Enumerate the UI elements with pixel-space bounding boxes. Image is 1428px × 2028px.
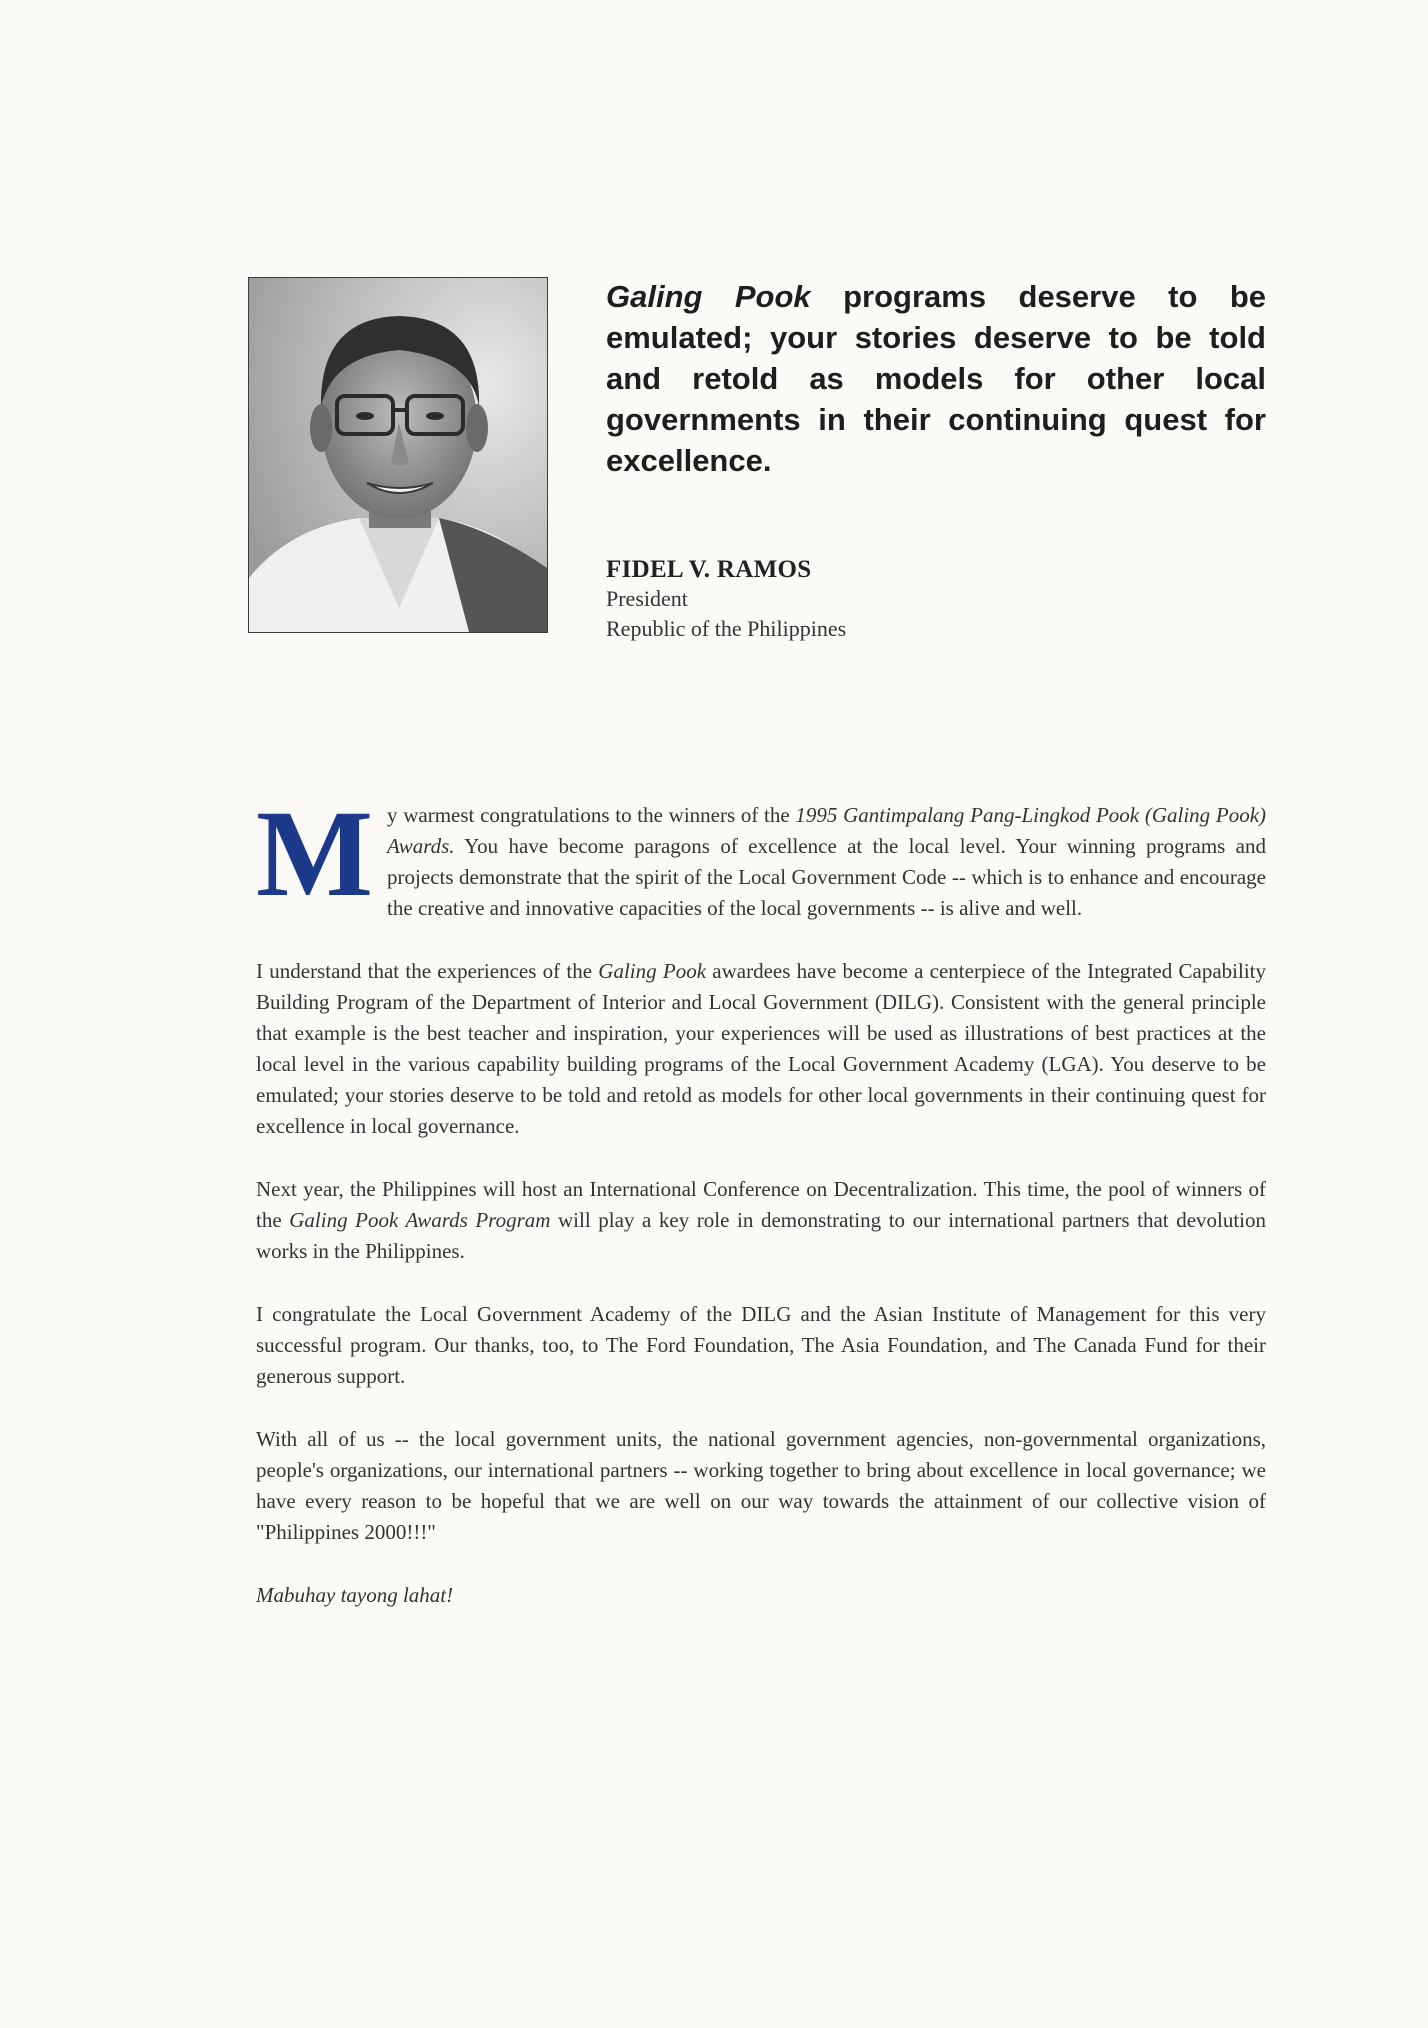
letter-body (256, 785, 1267, 1643)
paragraph-5: With all of us -- the local government units, the national government agencies, non-governmental organizations, people's organizations, our international partners -- working together to bring about excellence in local governance; we have every reason to be hopeful that we are well on our way towards the attainment of our collective vision of "Philippines 2000!!!" (256, 1427, 1266, 1544)
paragraph-2-emphasis: Galing Pook (598, 959, 707, 983)
paragraph-4: I congratulate the Local Government Academy of the DILG and the Asian Institute of Management for this very successful program. Our thanks, too, to The Ford Foundation, The Asia Foundation, and The Canada Fund for their generous support. (256, 1302, 1266, 1388)
paragraph-2-text-c: awardees have become a centerpiece of the Integrated Capability Building Program of the Department of Interior and Local Government (DILG). Consistent with the general principle that example is the best teacher and inspiration, your experiences will be used as illustrations of best practices at the local level in the various capability building programs of the Local Government Academy (LGA). You deserve to be emulated; your stories deserve to be told and retold as models for other local governments in their continuing quest for excellence in local governance. (256, 959, 1266, 1138)
paragraph-3-text-c: will play a key role in demonstrating to our international partners that devolution works in the Philippines. (256, 1208, 1267, 1263)
paragraph-1 (256, 785, 1267, 924)
portrait-photo (248, 277, 548, 633)
signatory-title: President (606, 586, 688, 611)
paragraph-2-text-a: I understand that the experiences of the (256, 959, 599, 983)
closing-line: Mabuhay tayong lahat! (256, 1583, 454, 1607)
signatory-organization: Republic of the Philippines (606, 616, 847, 641)
paragraph-1-text-a: y warmest congratulations to the winners of the (387, 803, 796, 827)
paragraph-3-text-a: Next year, the Philippines will host an International Conference on Decentralization. This time, the pool of winners of the (256, 1177, 1266, 1232)
paragraph-1-text-c: You have become paragons of excellence at the local level. Your winning programs and projects demonstrate that the spirit of the Local Government Code -- which is to enhance and encourage the creative and innovative capacities of the local governments -- is alive and well. (387, 834, 1266, 920)
signature-block (606, 556, 846, 644)
quote-emphasis: Galing Pook (606, 279, 811, 314)
paragraph-3 (256, 1174, 1266, 1267)
paragraph-2 (256, 956, 1266, 1142)
paragraph-3-emphasis: Galing Pook Awards Program (289, 1208, 551, 1232)
portrait-illustration (249, 278, 547, 632)
signatory-name: FIDEL V. RAMOS (606, 556, 812, 583)
pull-quote (606, 276, 1266, 481)
award-name: 1995 Gantimpalang Pang-Lingkod Pook (Galing Pook) Awards. (387, 803, 1267, 858)
drop-cap: M (256, 785, 374, 922)
quote-text: programs deserve to be emulated; your stories deserve to be told and retold as models for other local governments in their continuing quest for excellence. (606, 279, 1266, 478)
